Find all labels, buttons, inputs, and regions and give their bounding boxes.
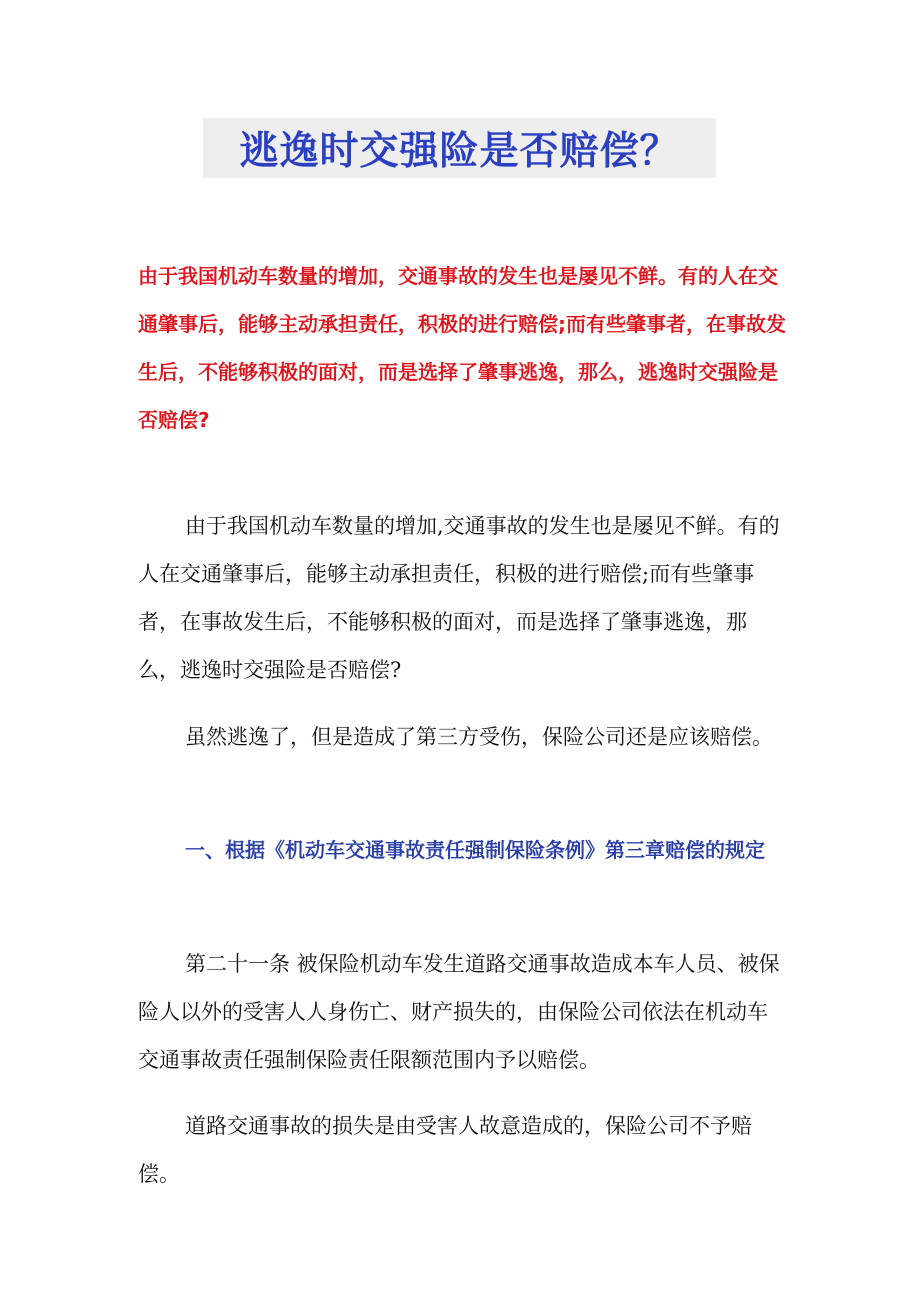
body-paragraph-1: 由于我国机动车数量的增加,交通事故的发生也是屡见不鲜。有的人在交通肇事后，能够主动承担责任，积极的进行赔偿;而有些肇事者，在事故发生后，不能够积极的面对，而是选择了肇事逃逸，那么，逃逸时交强险是否赔偿?	[138, 514, 780, 682]
document-title: 逃逸时交强险是否赔偿？	[239, 129, 680, 174]
section-heading: 一、根据《机动车交通事故责任强制保险条例》第三章赔偿的规定	[185, 838, 765, 862]
lead-paragraph: 由于我国机动车数量的增加，交通事故的发生也是屡见不鲜。有的人在交通肇事后，能够主动承担责任，积极的进行赔偿;而有些肇事者，在事故发生后，不能够积极的面对，而是选择了肇事逃逸，那么，逃逸时交强险是否赔偿?	[138, 264, 786, 432]
body-paragraph-3: 第二十一条 被保险机动车发生道路交通事故造成本车人员、被保险人以外的受害人人身伤亡、财产损失的，由保险公司依法在机动车交通事故责任强制保险责任限额范围内予以赔偿。	[138, 952, 780, 1072]
body-paragraph-4: 道路交通事故的损失是由受害人故意造成的，保险公司不予赔偿。	[138, 1114, 752, 1186]
title-block	[203, 118, 716, 178]
body-paragraph-2: 虽然逃逸了，但是造成了第三方受伤，保险公司还是应该赔偿。	[185, 725, 773, 749]
